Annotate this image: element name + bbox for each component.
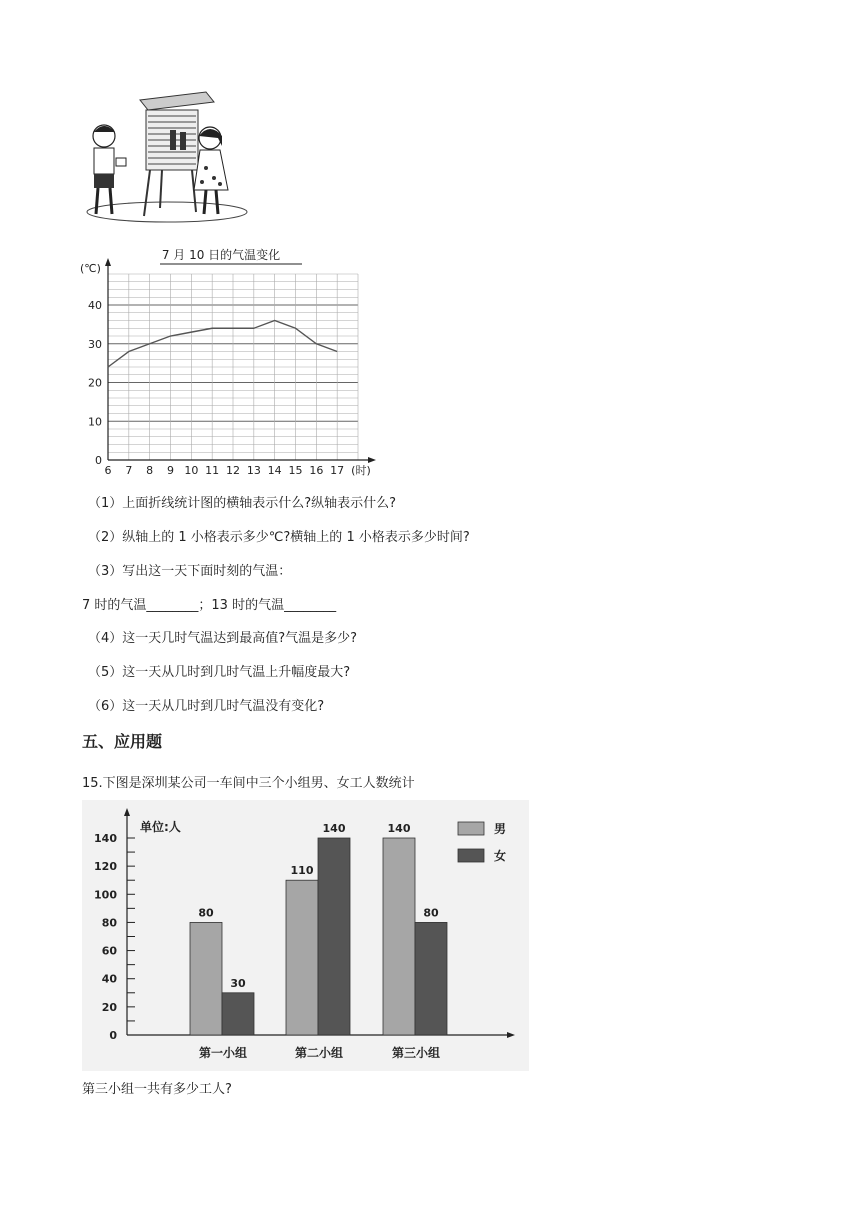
question-3-blanks: 7 时的气温________；13 时的气温________: [82, 598, 337, 613]
question-6: （6）这一天从几时到几时气温没有变化?: [88, 699, 325, 714]
y-tick-label: 0: [109, 1029, 117, 1042]
legend-label: 女: [494, 849, 507, 863]
y-tick-label: 0: [95, 454, 102, 467]
x-axis-unit: (时): [351, 464, 371, 477]
bar: [383, 838, 415, 1035]
category-label: 第三小组: [391, 1046, 441, 1060]
y-tick-label: 140: [94, 832, 117, 845]
bar-data-label: 110: [290, 864, 314, 878]
x-tick-label: 7: [125, 464, 133, 477]
x-tick-label: 14: [267, 464, 282, 477]
temperature-line-chart: [70, 240, 390, 480]
x-tick-label: 6: [104, 464, 112, 477]
workers-bar-chart: [82, 800, 529, 1071]
y-axis-arrow: [105, 258, 111, 266]
y-tick-label: 60: [101, 944, 117, 958]
y-tick-label: 30: [88, 337, 102, 351]
question-2: （2）纵轴上的 1 小格表示多少℃?横轴上的 1 小格表示多少时间?: [88, 530, 470, 545]
y-axis-unit: (℃): [80, 262, 101, 275]
question-3: （3）写出这一天下面时刻的气温：: [88, 564, 292, 579]
y-tick-label: 20: [101, 1000, 117, 1014]
x-tick-label: 8: [146, 464, 154, 477]
bar-data-label: 30: [230, 976, 246, 990]
y-tick-label: 40: [101, 972, 117, 986]
y-axis-unit: 单位:人: [140, 820, 181, 834]
bar-data-label: 80: [423, 906, 439, 920]
y-tick-label: 20: [88, 376, 102, 390]
question-1: （1）上面折线统计图的横轴表示什么?纵轴表示什么?: [88, 496, 397, 511]
category-label: 第一小组: [198, 1046, 248, 1060]
category-label: 第二小组: [294, 1046, 344, 1060]
children-weather-station-illustration: [82, 88, 252, 228]
bar-data-label: 140: [387, 822, 411, 835]
legend-swatch: [458, 849, 484, 862]
x-tick-label: 17: [330, 464, 345, 477]
x-axis-arrow: [368, 457, 376, 463]
x-tick-label: 12: [226, 464, 240, 477]
y-tick-label: 80: [101, 916, 117, 930]
final-question: 第三小组一共有多少工人?: [82, 1082, 232, 1097]
x-tick-label: 11: [205, 464, 220, 477]
problem-15-text: 15.下图是深圳某公司一车间中三个小组男、女工人数统计: [82, 776, 415, 791]
y-tick-label: 40: [88, 299, 102, 312]
y-tick-label: 100: [94, 888, 117, 902]
bar-data-label: 80: [198, 906, 214, 920]
question-5: （5）这一天从几时到几时气温上升幅度最大?: [88, 665, 351, 680]
bar: [222, 993, 254, 1035]
x-tick-label: 15: [288, 464, 303, 477]
question-4: （4）这一天几时气温达到最高值?气温是多少?: [88, 631, 358, 646]
legend-label: 男: [494, 822, 507, 836]
x-tick-label: 9: [167, 464, 174, 477]
bar: [415, 922, 447, 1035]
bar: [318, 838, 350, 1035]
bar: [286, 880, 318, 1035]
line-chart-title: 7 月 10 日的气温变化: [161, 248, 281, 262]
section-heading: 五、应用题: [82, 732, 163, 751]
y-tick-label: 10: [88, 415, 102, 429]
bar: [190, 922, 222, 1035]
x-tick-label: 16: [309, 464, 324, 477]
x-tick-label: 13: [246, 464, 261, 477]
y-tick-label: 120: [94, 860, 117, 874]
legend-swatch: [458, 822, 484, 835]
bar-data-label: 140: [322, 822, 346, 835]
x-tick-label: 10: [184, 464, 199, 477]
